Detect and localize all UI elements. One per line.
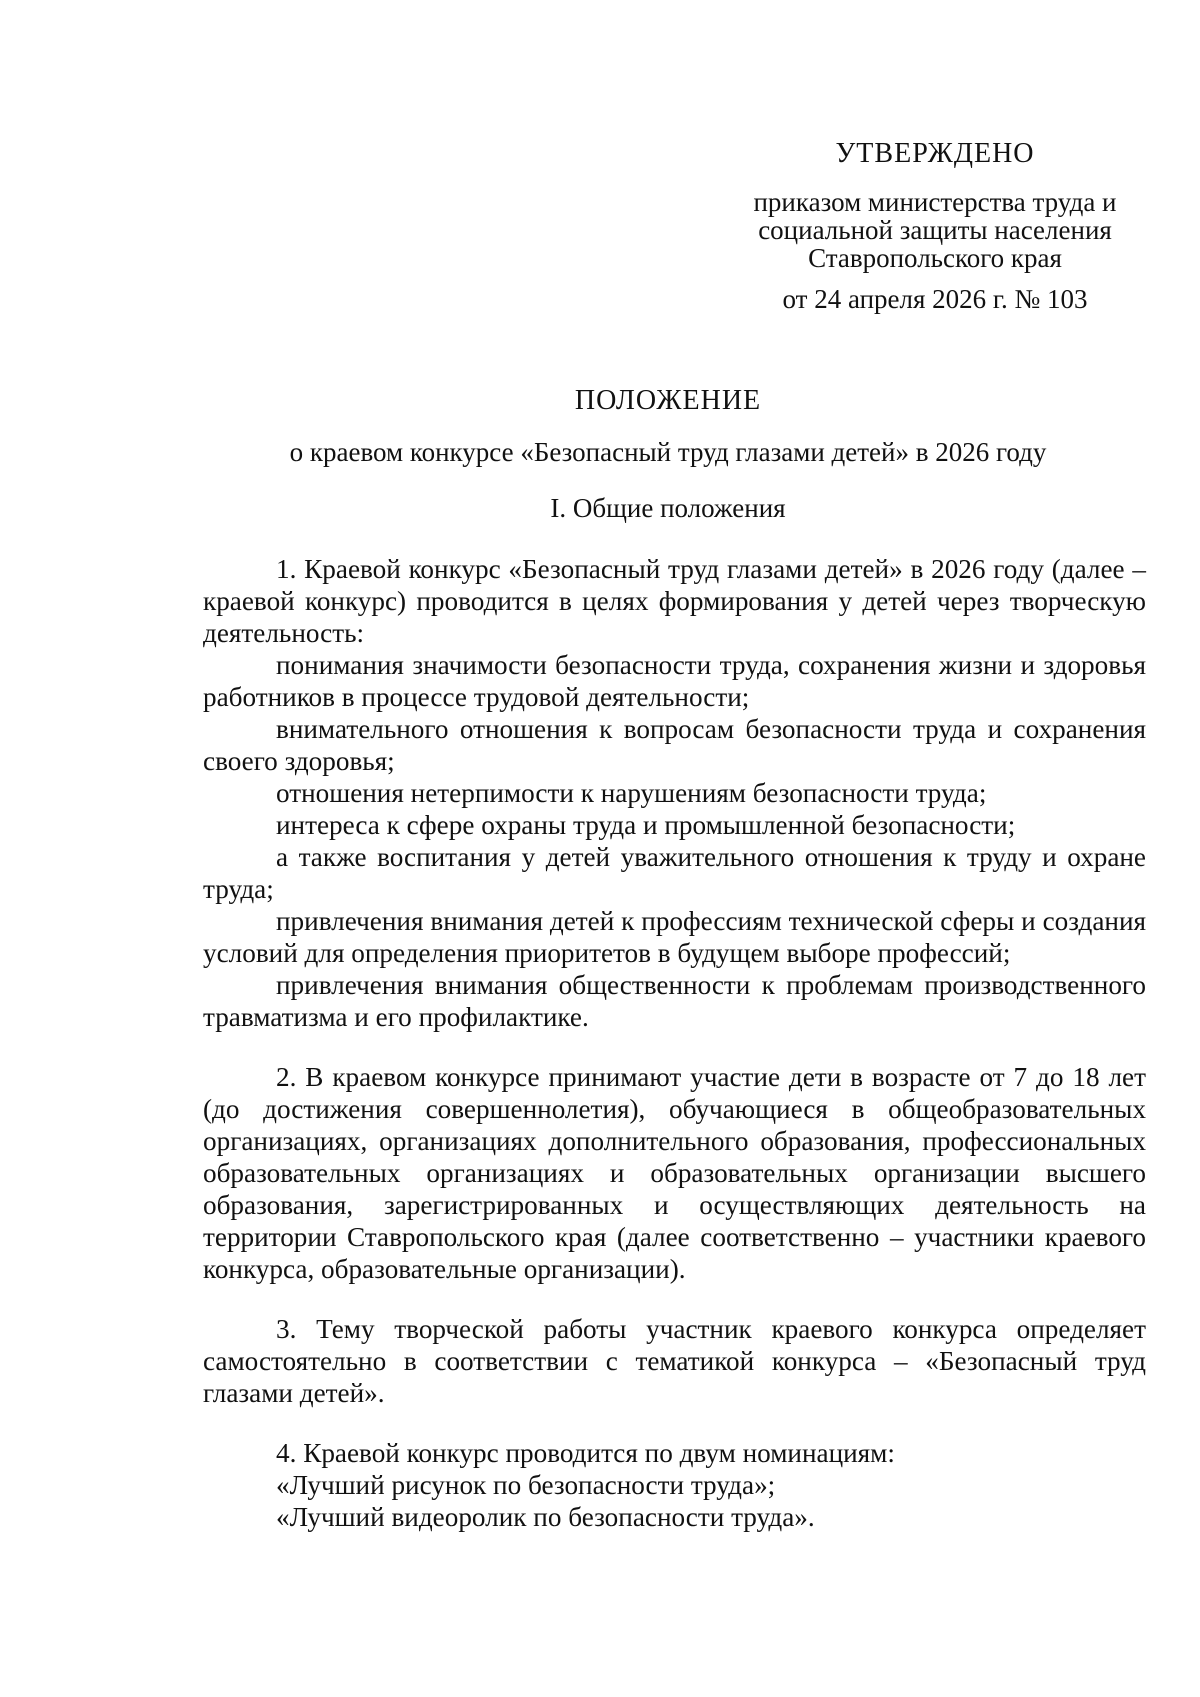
nomination-item: «Лучший рисунок по безопасности труда»;	[276, 1470, 776, 1500]
nomination-item: «Лучший видеоролик по безопасности труда».	[276, 1502, 815, 1532]
list-item: привлечения внимания общественности к проблемам производственного травматизма и его профилактике.	[203, 970, 1146, 1032]
approval-line: приказом министерства труда и	[753, 187, 1117, 217]
document-subtitle: о краевом конкурсе «Безопасный труд глазами детей» в 2026 году	[289, 437, 1047, 467]
list-item: привлечения внимания детей к профессиям технической сферы и создания условий для определения приоритетов в будущем выборе профессий;	[203, 906, 1146, 968]
paragraph-2: 2. В краевом конкурсе принимают участие дети в возрасте от 7 до 18 лет (до достижения совершеннолетия), обучающиеся в общеобразовательных организациях, организациях дополнительного образования, профессиональных образовательных организациях и образовательных организации высшего образования, зарегистрированных и осуществляющих деятельность на территории Ставропольского края (далее соответственно – участники краевого конкурса, образовательные организации).	[203, 1062, 1146, 1284]
list-item: внимательного отношения к вопросам безопасности труда и сохранения своего здоровья;	[203, 714, 1146, 776]
approval-title: УТВЕРЖДЕНО	[835, 138, 1035, 169]
paragraph-gap	[203, 1409, 1146, 1437]
approval-date: от 24 апреля 2026 г. № 103	[782, 284, 1088, 314]
approval-line: Ставропольского края	[808, 243, 1062, 273]
paragraph-3: 3. Тему творческой работы участник краевого конкурса определяет самостоятельно в соответствии с тематикой конкурса – «Безопасный труд глазами детей».	[203, 1314, 1146, 1408]
paragraph-gap	[203, 1033, 1146, 1061]
paragraph-1-intro: 1. Краевой конкурс «Безопасный труд глазами детей» в 2026 году (далее – краевой конкурс) проводится в целях формирования у детей через творческую деятельность:	[203, 554, 1146, 648]
paragraph-gap	[203, 1285, 1146, 1313]
section-heading: I. Общие положения	[550, 493, 786, 523]
document-title: ПОЛОЖЕНИЕ	[574, 385, 762, 416]
list-item: понимания значимости безопасности труда, сохранения жизни и здоровья работников в процессе трудовой деятельности;	[203, 650, 1146, 712]
paragraph-4-intro: 4. Краевой конкурс проводится по двум номинациям:	[276, 1438, 895, 1468]
list-item: а также воспитания у детей уважительного отношения к труду и охране труда;	[203, 842, 1146, 904]
approval-line: социальной защиты населения	[758, 215, 1112, 245]
approval-authority	[735, 188, 1135, 272]
list-item: интереса к сфере охраны труда и промышленной безопасности;	[276, 810, 1016, 840]
list-item: отношения нетерпимости к нарушениям безопасности труда;	[276, 778, 987, 808]
document-body	[203, 553, 1146, 1533]
